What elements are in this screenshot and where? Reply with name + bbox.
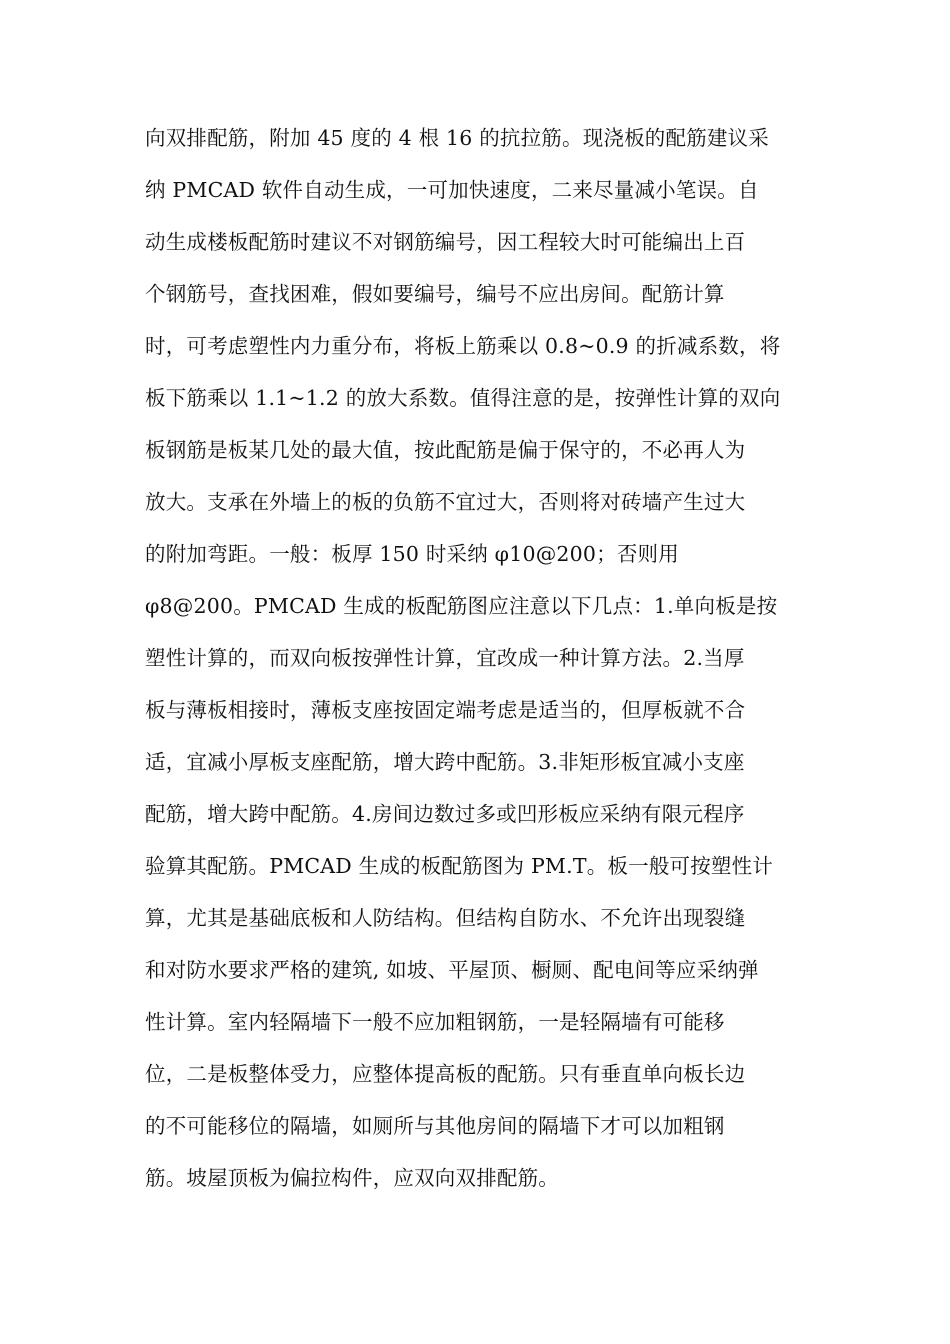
text-line: 的附加弯距。一般：板厚 150 时采纳 φ10@200；否则用 [145, 542, 679, 566]
text-line: 算，尤其是基础底板和人防结构。但结构自防水、不允许出现裂缝 [145, 906, 746, 930]
text-line: 板与薄板相接时，薄板支座按固定端考虑是适当的，但厚板就不合 [145, 698, 746, 722]
text-line: 塑性计算的，而双向板按弹性计算，宜改成一种计算方法。2.当厚 [145, 646, 745, 670]
text-line: 时，可考虑塑性内力重分布，将板上筋乘以 0.8~0.9 的折减系数，将 [145, 334, 781, 358]
text-line: 个钢筋号，查找困难，假如要编号，编号不应出房间。配筋计算 [145, 282, 725, 306]
text-line: 位，二是板整体受力，应整体提高板的配筋。只有垂直单向板长边 [145, 1062, 746, 1086]
text-line: 放大。支承在外墙上的板的负筋不宜过大，否则将对砖墙产生过大 [145, 490, 746, 514]
text-line: 板下筋乘以 1.1~1.2 的放大系数。值得注意的是，按弹性计算的双向 [145, 386, 781, 410]
text-line: 验算其配筋。PMCAD 生成的板配筋图为 PM.T。板一般可按塑性计 [145, 854, 774, 878]
text-line: 和对防水要求严格的建筑, 如坡、平屋顶、橱厕、配电间等应采纳弹 [145, 958, 759, 982]
text-line: 配筋，增大跨中配筋。4.房间边数过多或凹形板应采纳有限元程序 [145, 802, 745, 826]
text-line: 向双排配筋，附加 45 度的 4 根 16 的抗拉筋。现浇板的配筋建议采 [145, 126, 770, 150]
text-line: 性计算。室内轻隔墙下一般不应加粗钢筋，一是轻隔墙有可能移 [145, 1010, 725, 1034]
text-line: φ8@200。PMCAD 生成的板配筋图应注意以下几点：1.单向板是按 [145, 594, 778, 618]
text-line: 纳 PMCAD 软件自动生成，一可加快速度，二来尽量减小笔误。自 [145, 178, 759, 202]
text-line: 动生成楼板配筋时建议不对钢筋编号，因工程较大时可能编出上百 [145, 230, 746, 254]
text-line: 的不可能移位的隔墙，如厕所与其他房间的隔墙下才可以加粗钢 [145, 1114, 725, 1138]
text-line: 筋。坡屋顶板为偏拉构件，应双向双排配筋。 [145, 1166, 559, 1190]
text-line: 适，宜减小厚板支座配筋，增大跨中配筋。3.非矩形板宜减小支座 [145, 750, 745, 774]
body-text [145, 118, 825, 1210]
text-line: 板钢筋是板某几处的最大值，按此配筋是偏于保守的，不必再人为 [145, 438, 746, 462]
